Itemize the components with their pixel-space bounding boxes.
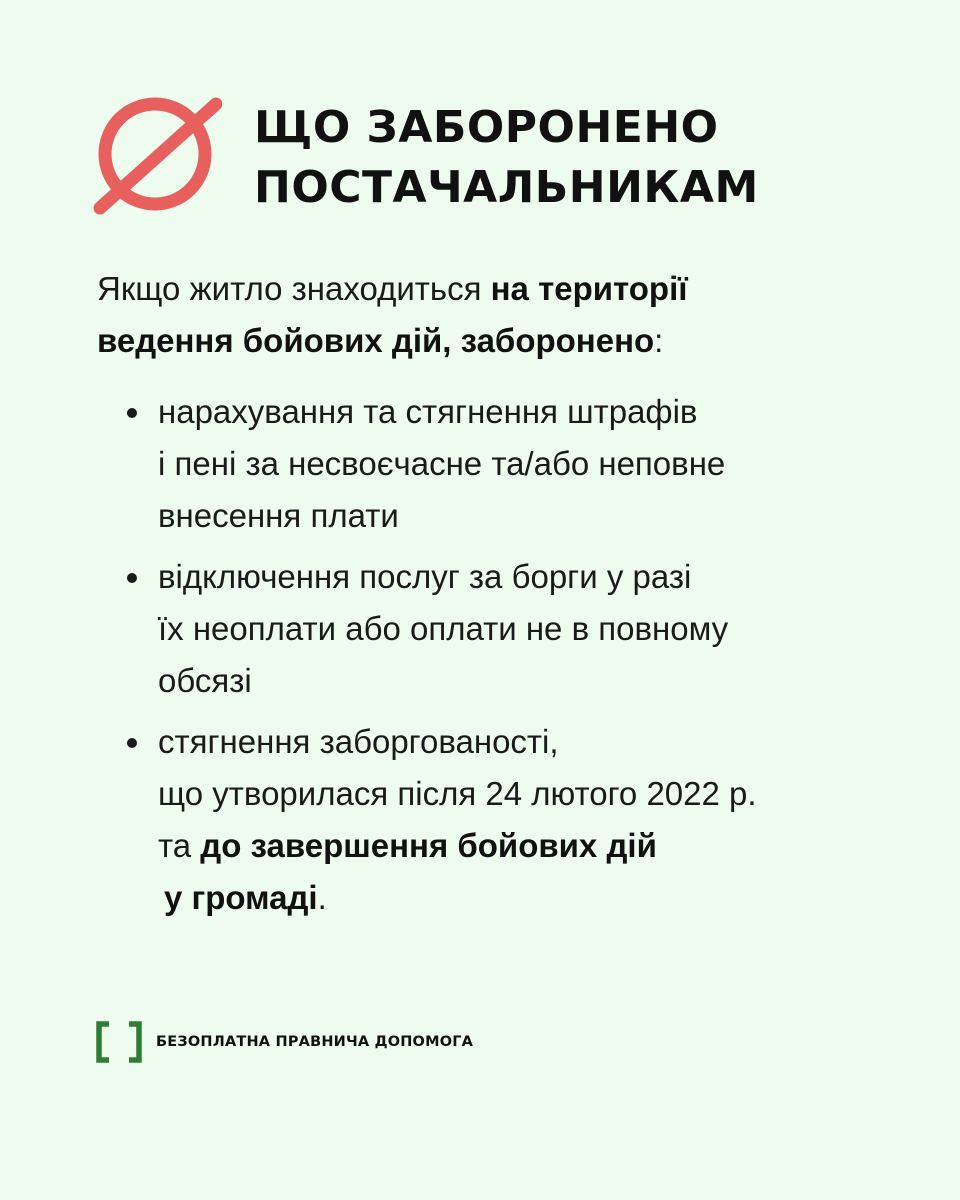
intro-colon: : bbox=[654, 322, 664, 359]
bullet-dot-icon bbox=[127, 408, 137, 418]
list-item-line: їх неоплати або оплати не в повному bbox=[158, 610, 729, 647]
organization-name: БЕЗОПЛАТНА ПРАВНИЧА ДОПОМОГА bbox=[156, 1034, 474, 1050]
list-item-line bbox=[158, 872, 885, 924]
list-item-line: що утворилася після 24 лютого 2022 р. bbox=[158, 775, 757, 812]
list-item-line: і пені за несвоєчасне та/або неповне bbox=[158, 445, 726, 482]
title-line-1: ЩО ЗАБОРОНЕНО bbox=[254, 102, 719, 153]
list-item-bold: у громаді bbox=[164, 879, 318, 916]
prohibitions-list bbox=[125, 386, 885, 924]
list-item-line: внесення плати bbox=[158, 497, 399, 534]
intro-text: Якщо житло знаходиться bbox=[97, 270, 491, 307]
list-item-line bbox=[158, 820, 885, 872]
bullet-dot-icon bbox=[127, 738, 137, 748]
list-item-line: нарахування та стягнення штрафів bbox=[158, 393, 698, 430]
list-item bbox=[125, 551, 885, 707]
intro-bold-territory: на території bbox=[490, 270, 688, 307]
bracket-logo-icon bbox=[96, 1020, 146, 1064]
intro-bold-prohibited: ведення бойових дій, заборонено bbox=[97, 322, 655, 359]
list-item-text: та bbox=[158, 827, 201, 864]
prohibited-icon bbox=[92, 96, 222, 216]
intro-paragraph bbox=[97, 263, 877, 367]
header bbox=[92, 96, 892, 226]
list-item bbox=[125, 716, 885, 924]
list-item-line: стягнення заборгованості, bbox=[158, 723, 559, 760]
list-item-text: . bbox=[317, 879, 327, 916]
title-line-2: ПОСТАЧАЛЬНИКАМ bbox=[254, 162, 759, 213]
list-item-line: обсязі bbox=[158, 662, 252, 699]
list-item-line: відключення послуг за борги у разі bbox=[158, 558, 692, 595]
list-item-bold: до завершення бойових дій bbox=[200, 827, 657, 864]
list-item bbox=[125, 386, 885, 542]
bullet-dot-icon bbox=[127, 573, 137, 583]
page-title bbox=[254, 98, 759, 218]
